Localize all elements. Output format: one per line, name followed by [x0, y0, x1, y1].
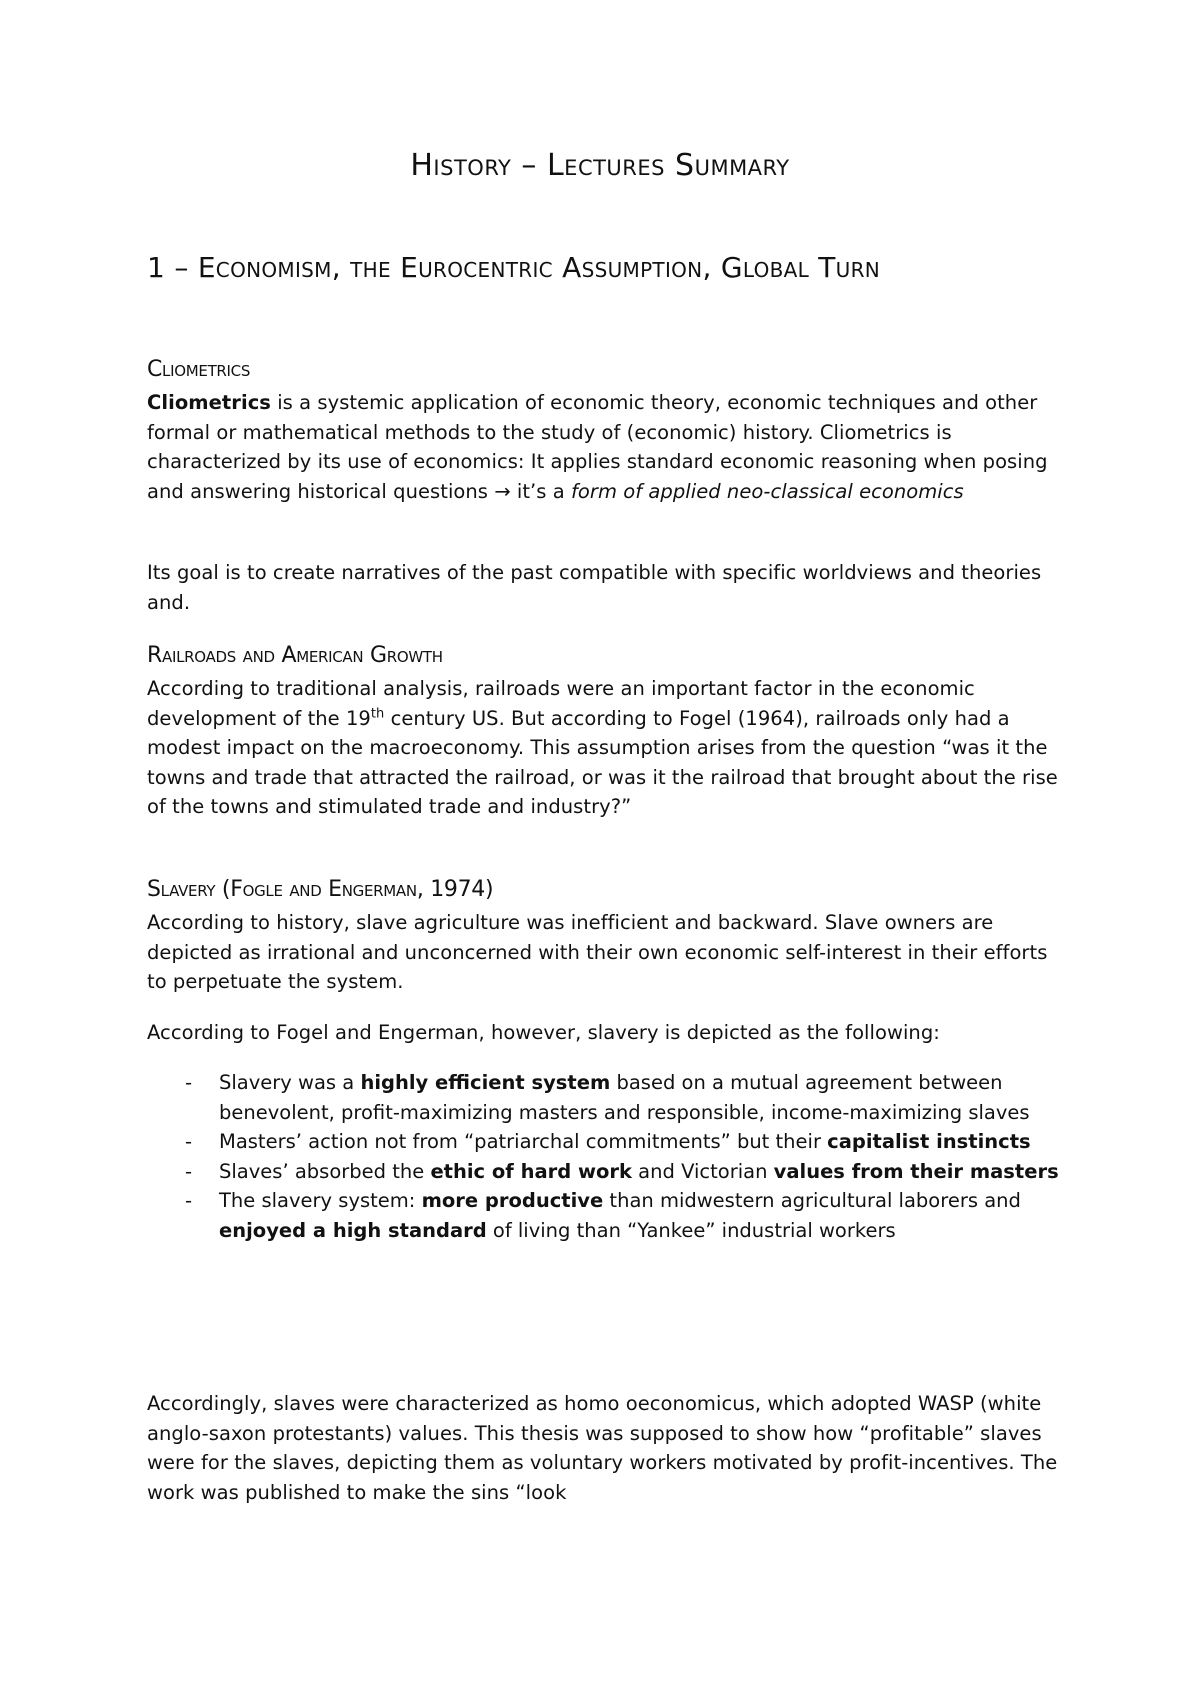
paragraph-slavery-history: According to history, slave agriculture was inefficient and backward. Slave owners are depicted as irrational and unconcerned with their own economic self-interest in their efforts to perpetuate the system. [147, 911, 1048, 994]
list-item: - Slaves’ absorbed the ethic of hard work and Victorian values from their masters [185, 1159, 1059, 1183]
list-item: - Slavery was a highly efficient system based on a mutual agreement between benevolent, profit-maximizing masters and responsible, income-maximizing slaves [185, 1071, 1030, 1124]
paragraph-cliometrics-definition: Cliometrics is a systemic application of economic theory, economic techniques and other formal or mathematical methods to the study of (economic) history. Cliometrics is characterized by its use of economics: It applies standard economic reasoning when posing and answering historical questions → it’s a form of applied neo-classical economics [147, 391, 1048, 503]
section-heading-1: 1 – Economism, the Eurocentric Assumption, Global Turn [147, 251, 881, 284]
document-title: History – Lectures Summary [410, 148, 790, 183]
paragraph-railroads: According to traditional analysis, railroads were an important factor in the economic development of the 19th century US. But according to Fogel (1964), railroads only had a modest impact on the macroeconomy. This assumption arises from the question “was it the towns and trade that attracted the railroad, or was it the railroad that brought about the rise of the towns and stimulated trade and industry?” [147, 677, 1058, 819]
list-item: - The slavery system: more productive than midwestern agricultural laborers and enjoyed a high standard of living than “Yankee” industrial workers [185, 1189, 1021, 1242]
heading-railroads: Railroads and American Growth [147, 643, 443, 668]
paragraph-slavery-intro: According to Fogel and Engerman, however, slavery is depicted as the following: [147, 1021, 940, 1044]
paragraph-slavery-conclusion: Accordingly, slaves were characterized as homo oeconomicus, which adopted WASP (white anglo-saxon protestants) values. This thesis was supposed to show how “profitable” slaves were for the slaves, depicting them as voluntary workers motivated by profit-incentives. The work was published to make the sins “look [147, 1392, 1058, 1504]
heading-cliometrics: Cliometrics [147, 357, 251, 382]
list-item: - Masters’ action not from “patriarchal commitments” but their capitalist instincts [185, 1130, 1031, 1154]
emphasis-applied-economics: form of applied neo-classical economics [571, 479, 964, 503]
slavery-bullet-list [147, 1068, 1062, 1246]
paragraph-cliometrics-goal: Its goal is to create narratives of the past compatible with specific worldviews and theories and. [147, 561, 1042, 614]
heading-slavery: Slavery (Fogle and Engerman, 1974) [147, 877, 494, 902]
term-cliometrics: Cliometrics [147, 391, 271, 414]
